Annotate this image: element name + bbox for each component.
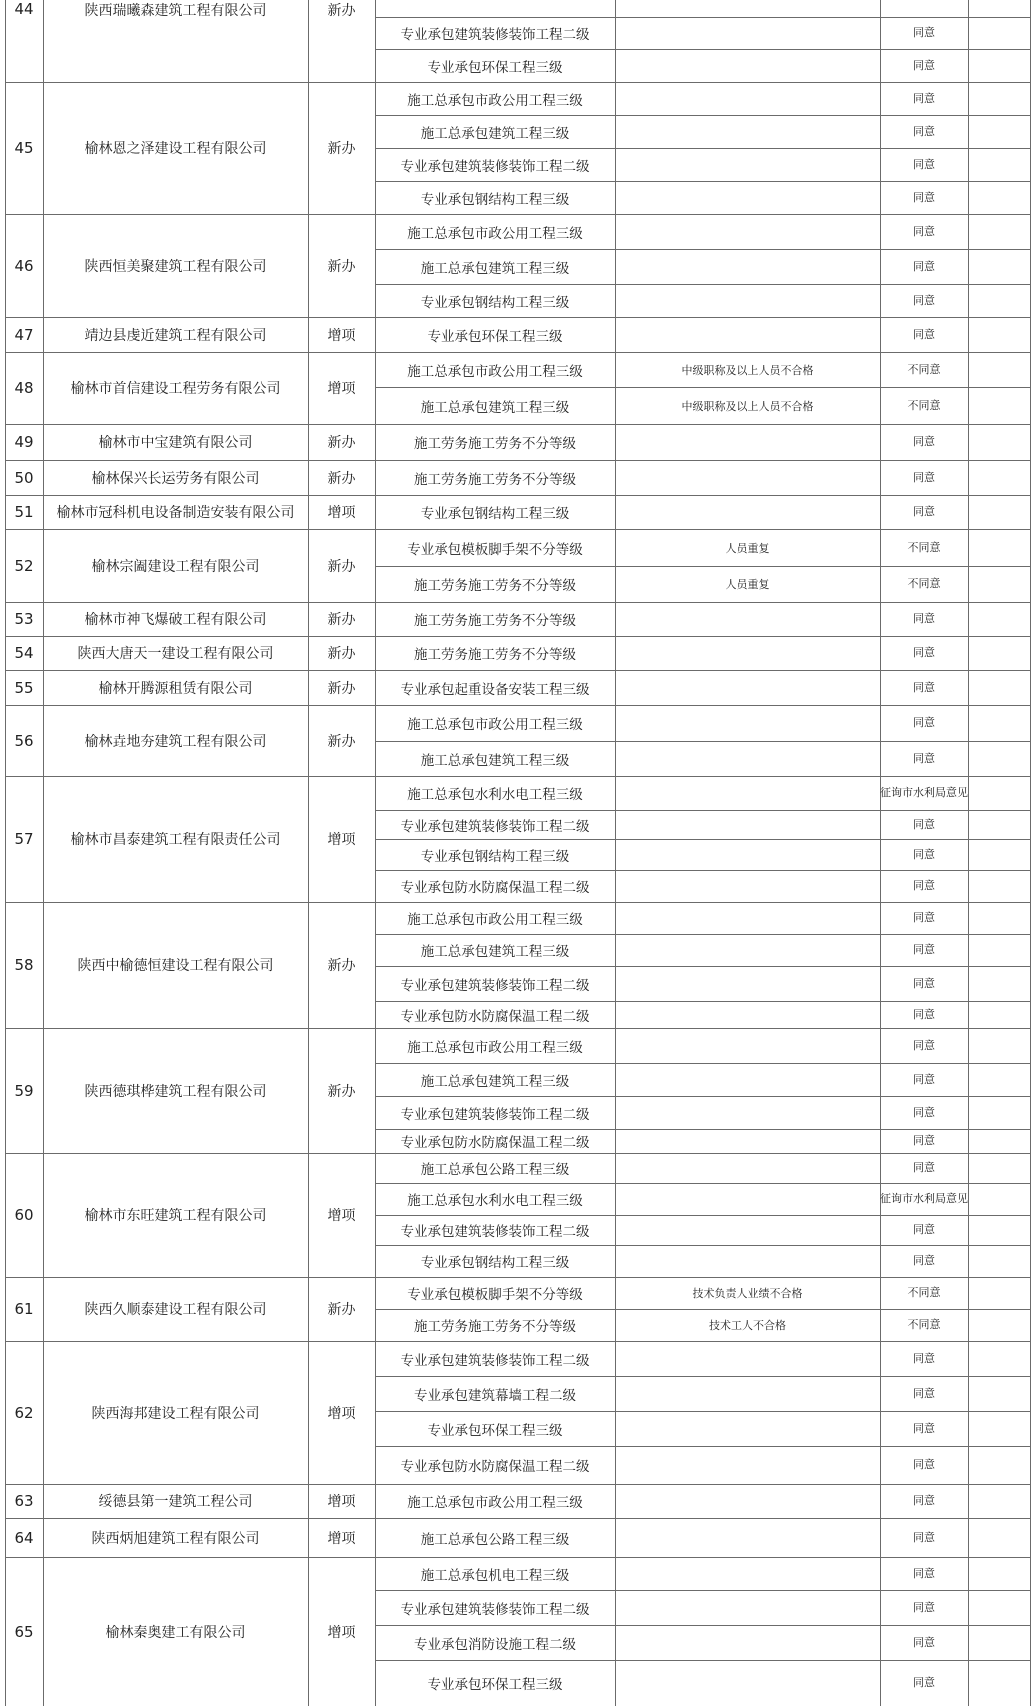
remark-cell [968, 1625, 1030, 1660]
column-border [1030, 0, 1031, 1706]
qualification-item: 施工总承包公路工程三级 [420, 1531, 570, 1548]
qualification-item: 施工总承包公路工程三级 [420, 1162, 570, 1178]
qualification-item: 专业承包环保工程三级 [427, 59, 563, 76]
row-number: 46 [14, 256, 34, 275]
remark-cell [968, 17, 1030, 49]
qualification-item: 专业承包钢结构工程三级 [420, 506, 570, 522]
review-reason [615, 82, 880, 115]
review-reason [615, 1183, 880, 1215]
application-type: 新办 [327, 1083, 356, 1100]
review-opinion: 不同意 [907, 540, 941, 554]
remark-cell [968, 776, 1030, 810]
company-name: 榆林恩之泽建设工程有限公司 [84, 141, 267, 157]
application-type: 增项 [327, 1405, 356, 1422]
qualification-item: 施工总承包市政公用工程三级 [407, 912, 583, 928]
application-type: 增项 [327, 1530, 356, 1547]
company-name: 榆林开腾源租赁有限公司 [98, 680, 253, 697]
remark-cell [968, 529, 1030, 566]
qualification-item: 施工总承包机电工程三级 [420, 1567, 570, 1584]
remark-cell [968, 1411, 1030, 1446]
company-name: 榆林垚地夯建筑工程有限公司 [84, 733, 267, 750]
review-opinion: 同意 [913, 26, 935, 39]
review-opinion: 同意 [913, 716, 935, 729]
application-type: 新办 [327, 258, 356, 275]
company-name: 榆林市冠科机电设备制造安装有限公司 [56, 505, 295, 521]
review-reason [615, 49, 880, 82]
qualification-item: 专业承包防水防腐保温工程二级 [400, 880, 590, 896]
application-type: 新办 [327, 958, 356, 974]
remark-cell [968, 810, 1030, 839]
remark-cell [968, 0, 1030, 17]
review-opinion: 同意 [913, 505, 935, 518]
company-name: 绥德县第一建筑工程公司 [98, 1494, 253, 1510]
qualification-item: 专业承包环保工程三级 [427, 1422, 563, 1439]
application-type: 增项 [327, 1208, 356, 1224]
qualification-item: 施工总承包建筑工程三级 [420, 944, 570, 960]
qualification-item: 专业承包消防设施工程二级 [414, 1636, 576, 1653]
review-opinion: 同意 [913, 1421, 935, 1435]
review-opinion: 同意 [913, 1676, 935, 1689]
review-reason: 人员重复 [725, 541, 770, 555]
review-opinion: 同意 [913, 327, 935, 341]
qualification-item: 施工总承包市政公用工程三级 [407, 225, 583, 242]
row-number: 54 [14, 644, 34, 662]
row-number: 60 [14, 1206, 34, 1224]
company-name: 榆林市东旺建筑工程有限公司 [84, 1208, 267, 1224]
qualification-item: 专业承包钢结构工程三级 [420, 294, 570, 311]
remark-cell [968, 1245, 1030, 1277]
qualification-item: 专业承包建筑装修装饰工程二级 [400, 27, 590, 43]
remark-cell [968, 1557, 1030, 1590]
application-type: 新办 [327, 435, 356, 451]
review-reason [615, 602, 880, 636]
row-number: 65 [14, 1622, 34, 1641]
row-number: 52 [14, 556, 34, 575]
qualification-item: 施工总承包建筑工程三级 [420, 125, 570, 142]
review-reason [615, 705, 880, 741]
qualification-item: 专业承包建筑装修装饰工程二级 [400, 1601, 590, 1618]
remark-cell [968, 839, 1030, 870]
review-opinion: 不同意 [907, 398, 941, 412]
review-reason: 中级职称及以上人员不合格 [681, 399, 814, 413]
review-opinion: 同意 [913, 1351, 935, 1365]
remark-cell [968, 741, 1030, 776]
qualification-item: 专业承包钢结构工程三级 [420, 191, 570, 208]
application-type: 新办 [327, 558, 356, 575]
review-opinion: 同意 [913, 1038, 935, 1052]
application-type: 增项 [327, 1494, 356, 1510]
review-reason [615, 966, 880, 1001]
review-reason [615, 1096, 880, 1129]
review-opinion: 同意 [913, 1134, 935, 1147]
company-name: 靖边县虔近建筑工程有限公司 [84, 327, 267, 344]
review-reason [615, 839, 880, 870]
review-reason [615, 741, 880, 776]
review-reason [615, 870, 880, 902]
company-name: 榆林市昌泰建筑工程有限责任公司 [70, 832, 281, 848]
remark-cell [968, 495, 1030, 529]
review-opinion: 同意 [913, 435, 935, 448]
row-number: 44 [14, 0, 34, 18]
remark-cell [968, 214, 1030, 249]
row-number: 56 [14, 731, 34, 750]
review-opinion: 同意 [913, 976, 935, 990]
review-reason [615, 1215, 880, 1245]
remark-cell [968, 1376, 1030, 1411]
review-opinion: 不同意 [907, 1318, 941, 1331]
remark-cell [968, 181, 1030, 214]
qualification-item: 专业承包环保工程三级 [427, 328, 563, 345]
review-reason: 人员重复 [725, 578, 770, 591]
remark-cell [968, 1484, 1030, 1518]
qualification-item: 专业承包建筑装修装饰工程二级 [400, 818, 590, 835]
qualification-item: 专业承包建筑装修装饰工程二级 [400, 1352, 590, 1369]
qualification-item: 专业承包环保工程三级 [427, 1677, 563, 1693]
row-number: 57 [14, 830, 34, 848]
review-opinion: 同意 [913, 751, 935, 765]
review-opinion: 同意 [913, 1458, 935, 1471]
remark-cell [968, 636, 1030, 670]
review-opinion: 同意 [913, 943, 935, 956]
review-reason: 技术负责人业绩不合格 [692, 1287, 803, 1300]
company-name: 陕西恒美聚建筑工程有限公司 [84, 258, 267, 275]
company-name: 榆林宗阖建设工程有限公司 [91, 558, 260, 575]
qualification-item: 专业承包建筑装修装饰工程二级 [400, 1224, 590, 1240]
qualification-item: 专业承包钢结构工程三级 [420, 848, 570, 865]
qualification-item: 专业承包防水防腐保温工程二级 [400, 1008, 590, 1025]
remark-cell [968, 387, 1030, 424]
review-opinion: 同意 [913, 1161, 935, 1174]
remark-cell [968, 1660, 1030, 1706]
remark-cell [968, 1063, 1030, 1096]
review-reason [615, 1660, 880, 1706]
qualification-item: 施工劳务施工劳务不分等级 [414, 471, 576, 488]
review-reason [615, 115, 880, 148]
review-opinion: 同意 [913, 1530, 935, 1544]
qualification-item: 专业承包起重设备安装工程三级 [400, 681, 590, 698]
review-opinion: 同意 [913, 190, 935, 204]
row-number: 64 [14, 1528, 34, 1547]
remark-cell [968, 705, 1030, 741]
review-opinion: 征询市水利局意见 [880, 786, 968, 799]
qualification-item: 专业承包模板脚手架不分等级 [407, 541, 583, 558]
review-reason [615, 1590, 880, 1625]
review-reason [615, 1376, 880, 1411]
remark-cell [968, 1341, 1030, 1376]
review-reason [615, 1129, 880, 1153]
company-name: 陕西德琪桦建筑工程有限公司 [84, 1083, 267, 1100]
remark-cell [968, 317, 1030, 352]
review-opinion: 同意 [913, 612, 935, 625]
application-type: 新办 [327, 470, 356, 487]
row-number: 47 [14, 325, 34, 344]
review-opinion: 不同意 [907, 362, 941, 376]
application-type: 新办 [327, 612, 356, 628]
remark-cell [968, 1446, 1030, 1484]
company-name: 榆林市中宝建筑有限公司 [98, 435, 253, 451]
row-number: 61 [14, 1300, 34, 1318]
qualification-item: 施工劳务施工劳务不分等级 [414, 578, 576, 594]
review-reason [615, 1341, 880, 1376]
remark-cell [968, 424, 1030, 460]
application-type: 增项 [327, 505, 356, 521]
review-reason [615, 148, 880, 181]
row-number: 59 [14, 1081, 34, 1100]
review-opinion: 同意 [913, 470, 935, 484]
review-opinion: 同意 [913, 1566, 935, 1580]
company-name: 榆林保兴长运劳务有限公司 [91, 470, 260, 487]
remark-cell [968, 966, 1030, 1001]
remark-cell [968, 460, 1030, 495]
review-opinion: 同意 [913, 680, 935, 694]
qualification-item: 施工总承包水利水电工程三级 [407, 787, 583, 803]
qualification-item: 专业承包建筑装修装饰工程二级 [400, 158, 590, 175]
remark-cell [968, 1153, 1030, 1183]
review-reason [615, 181, 880, 214]
application-type: 增项 [327, 327, 356, 344]
row-number: 50 [14, 468, 34, 487]
review-reason [615, 317, 880, 352]
qualification-item [375, 0, 615, 17]
qualification-item: 施工总承包水利水电工程三级 [407, 1193, 583, 1209]
review-opinion: 同意 [913, 293, 935, 307]
remark-cell [968, 1096, 1030, 1129]
remark-cell [968, 249, 1030, 284]
qualification-item: 施工总承包市政公用工程三级 [407, 92, 583, 109]
qualification-item: 施工总承包建筑工程三级 [420, 399, 570, 416]
company-name: 陕西海邦建设工程有限公司 [91, 1405, 260, 1422]
review-reason [615, 1625, 880, 1660]
application-type: 新办 [327, 3, 356, 19]
review-opinion: 同意 [913, 124, 935, 138]
row-number: 63 [14, 1492, 34, 1510]
review-opinion: 同意 [913, 1254, 935, 1267]
qualification-item: 专业承包建筑装修装饰工程二级 [400, 1106, 590, 1123]
qualification-item: 施工总承包市政公用工程三级 [407, 363, 583, 380]
remark-cell [968, 1590, 1030, 1625]
qualification-item: 施工劳务施工劳务不分等级 [414, 436, 576, 452]
review-opinion: 同意 [913, 847, 935, 861]
qualification-item: 施工总承包市政公用工程三级 [407, 717, 583, 733]
review-opinion: 同意 [913, 1494, 935, 1507]
application-type: 新办 [327, 680, 356, 697]
review-opinion: 征询市水利局意见 [880, 1192, 968, 1205]
review-reason [615, 249, 880, 284]
row-number: 55 [14, 678, 34, 697]
review-reason [615, 1001, 880, 1028]
review-reason [615, 1518, 880, 1557]
review-reason [615, 495, 880, 529]
remark-cell [968, 1309, 1030, 1341]
review-opinion: 同意 [913, 1223, 935, 1236]
remark-cell [968, 352, 1030, 387]
review-opinion: 同意 [913, 91, 935, 105]
review-opinion: 同意 [913, 646, 935, 659]
qualification-item: 专业承包防水防腐保温工程二级 [400, 1135, 590, 1151]
review-opinion: 同意 [913, 1635, 935, 1649]
review-reason [615, 810, 880, 839]
review-reason [615, 1245, 880, 1277]
review-reason [615, 460, 880, 495]
review-reason [615, 17, 880, 49]
remark-cell [968, 115, 1030, 148]
company-name: 榆林市神飞爆破工程有限公司 [84, 612, 267, 628]
qualification-item: 施工劳务施工劳务不分等级 [414, 647, 576, 663]
qualification-item: 专业承包防水防腐保温工程二级 [400, 1459, 590, 1475]
company-name: 陕西中榆德恒建设工程有限公司 [77, 958, 274, 974]
review-opinion: 同意 [913, 911, 935, 924]
company-name: 榆林市首信建设工程劳务有限公司 [70, 381, 281, 397]
review-reason [615, 424, 880, 460]
review-opinion: 同意 [913, 817, 935, 831]
remark-cell [968, 602, 1030, 636]
review-reason [615, 1028, 880, 1063]
review-opinion: 同意 [913, 1386, 935, 1400]
application-type: 新办 [327, 733, 356, 750]
remark-cell [968, 148, 1030, 181]
row-number: 51 [14, 503, 34, 521]
review-reason: 技术工人不合格 [709, 1319, 786, 1332]
review-reason [615, 1557, 880, 1590]
remark-cell [968, 1277, 1030, 1309]
review-reason [615, 670, 880, 705]
application-type: 增项 [327, 832, 356, 848]
review-opinion: 同意 [913, 1105, 935, 1119]
row-number: 53 [14, 610, 34, 628]
remark-cell [968, 284, 1030, 317]
qualification-item: 施工劳务施工劳务不分等级 [414, 1319, 576, 1335]
review-reason [615, 934, 880, 966]
company-name: 榆林秦奥建工有限公司 [105, 1624, 246, 1641]
application-type: 增项 [327, 381, 356, 397]
review-opinion: 同意 [913, 1007, 935, 1021]
remark-cell [968, 1518, 1030, 1557]
review-reason [615, 0, 880, 17]
qualification-item: 施工总承包市政公用工程三级 [407, 1495, 583, 1511]
review-reason [615, 284, 880, 317]
remark-cell [968, 566, 1030, 602]
row-number: 62 [14, 1403, 34, 1422]
qualification-item: 专业承包钢结构工程三级 [420, 1255, 570, 1271]
remark-cell [968, 1183, 1030, 1215]
review-opinion: 同意 [913, 157, 935, 171]
company-name: 陕西久顺泰建设工程有限公司 [84, 1302, 267, 1318]
qualification-item: 施工总承包建筑工程三级 [420, 1073, 570, 1090]
company-name: 陕西炳旭建筑工程有限公司 [91, 1530, 260, 1547]
review-opinion: 不同意 [907, 1286, 941, 1299]
row-number: 49 [14, 433, 34, 451]
remark-cell [968, 902, 1030, 934]
review-reason [615, 1446, 880, 1484]
review-reason [615, 1484, 880, 1518]
review-opinion: 同意 [913, 879, 935, 892]
remark-cell [968, 1129, 1030, 1153]
review-opinion: 不同意 [907, 577, 941, 590]
qualification-item: 施工总承包建筑工程三级 [420, 752, 570, 769]
row-number: 58 [14, 956, 34, 974]
application-type: 新办 [327, 1302, 356, 1318]
application-type: 新办 [327, 646, 356, 662]
qualification-item: 专业承包建筑幕墙工程二级 [414, 1387, 576, 1404]
review-opinion: 同意 [913, 259, 935, 273]
qualification-item: 专业承包建筑装修装饰工程二级 [400, 977, 590, 994]
company-name: 陕西大唐天一建设工程有限公司 [77, 646, 274, 662]
remark-cell [968, 934, 1030, 966]
remark-cell [968, 1215, 1030, 1245]
review-reason [615, 1411, 880, 1446]
review-reason [615, 636, 880, 670]
review-reason: 中级职称及以上人员不合格 [681, 363, 814, 377]
review-opinion: 同意 [913, 224, 935, 238]
application-type: 增项 [327, 1624, 356, 1641]
application-type: 新办 [327, 141, 356, 157]
remark-cell [968, 1001, 1030, 1028]
review-reason [615, 1153, 880, 1183]
remark-cell [968, 870, 1030, 902]
review-reason [615, 1063, 880, 1096]
qualification-item: 施工劳务施工劳务不分等级 [414, 613, 576, 629]
review-reason [615, 214, 880, 249]
remark-cell [968, 1028, 1030, 1063]
review-reason [615, 902, 880, 934]
remark-cell [968, 670, 1030, 705]
review-opinion: 同意 [913, 58, 935, 72]
review-reason [615, 776, 880, 810]
review-opinion [880, 0, 968, 17]
qualification-item: 专业承包模板脚手架不分等级 [407, 1287, 583, 1303]
qualification-item: 施工总承包建筑工程三级 [420, 260, 570, 277]
row-number: 45 [14, 139, 34, 157]
remark-cell [968, 49, 1030, 82]
row-number: 48 [14, 379, 34, 397]
remark-cell [968, 82, 1030, 115]
review-opinion: 同意 [913, 1072, 935, 1086]
company-name: 陕西瑞曦森建筑工程有限公司 [84, 3, 267, 19]
qualification-item: 施工总承包市政公用工程三级 [407, 1039, 583, 1056]
review-opinion: 同意 [913, 1600, 935, 1614]
